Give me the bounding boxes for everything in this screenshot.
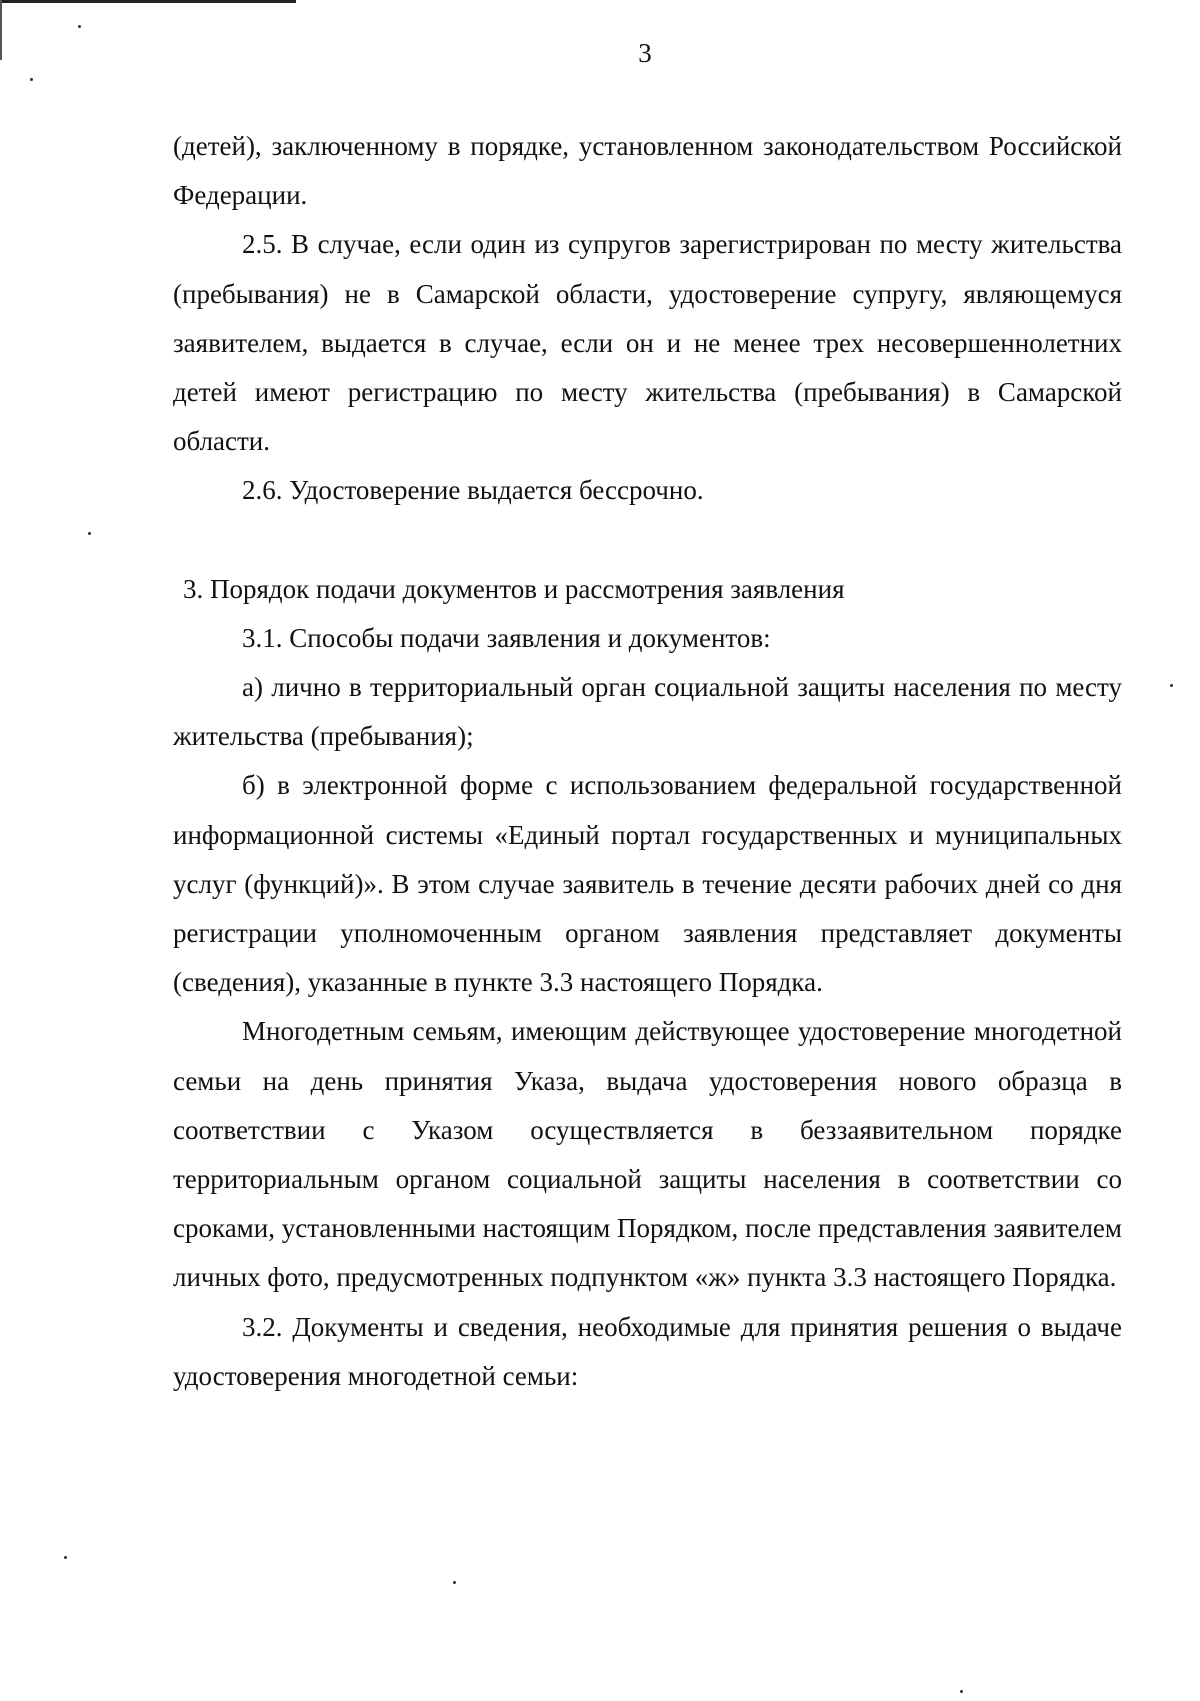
page-number: 3 (638, 38, 652, 68)
scan-speck (64, 1556, 67, 1559)
scan-speck (78, 25, 81, 28)
scan-speck (30, 78, 33, 81)
scan-edge-top (0, 0, 296, 3)
paragraph-2-5: 2.5. В случае, если один из супругов зарегистрирован по месту жительства (пребывания) не в Самарской области, удостоверение супругу, являющемуся заявителем, выдается в случае, если он и не менее трех несовершеннолетних детей имеют регистрацию по месту жительства (пребывания) в Самарской области. (173, 229, 1122, 457)
document-body (173, 122, 1122, 1401)
paragraph-3-1: 3.1. Способы подачи заявления и документов: (242, 622, 771, 653)
paragraph-3-1-a: а) лично в территориальный орган социальной защиты населения по месту жительства (пребывания); (173, 672, 1122, 752)
scan-speck (960, 1690, 963, 1693)
scan-speck (88, 532, 91, 535)
paragraph-3-2: 3.2. Документы и сведения, необходимые для принятия решения о выдаче удостоверения многодетной семьи: (173, 1311, 1122, 1391)
section-heading: 3. Порядок подачи документов и рассмотрения заявления (183, 573, 845, 604)
scan-speck (1170, 684, 1173, 687)
paragraph-continuation: (детей), заключенному в порядке, установленном законодательством Российской Федерации. (173, 131, 1122, 211)
paragraph-3-1-b: б) в электронной форме с использованием федеральной государственной информационной системы «Единый портал государственных и муниципальных услуг (функций)». В этом случае заявитель в течение десяти рабочих дней со дня регистрации уполномоченным органом заявления представляет документы (сведения), указанные в пункте 3.3 настоящего Порядка. (173, 770, 1122, 998)
scan-speck (453, 1581, 456, 1584)
paragraph-2-6: 2.6. Удостоверение выдается бессрочно. (242, 475, 704, 506)
paragraph-large-families: Многодетным семьям, имеющим действующее удостоверение многодетной семьи на день принятия Указа, выдача удостоверения нового образца в соответствии с Указом осуществляется в беззаявительном порядке территориальным органом социальной защиты населения в соответствии со сроками, установленными настоящим Порядком, после представления заявителем личных фото, предусмотренных подпунктом «ж» пункта 3.3 настоящего Порядка. (173, 1016, 1122, 1293)
